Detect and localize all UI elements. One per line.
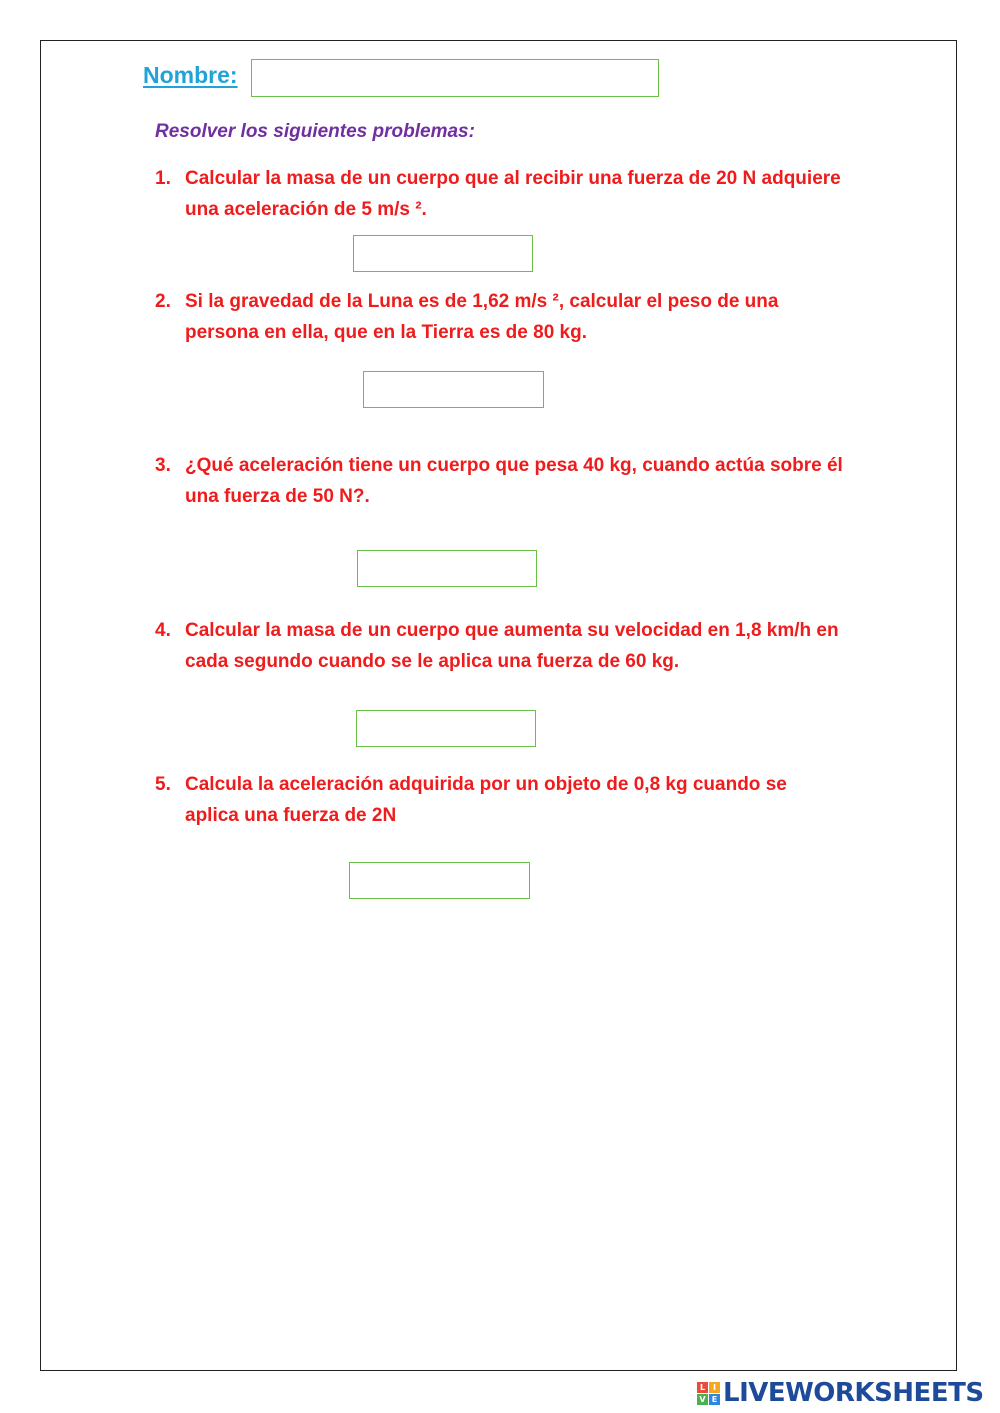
problem-number: 5.: [155, 774, 171, 795]
problem-3: [155, 450, 845, 512]
problem-number: 3.: [155, 455, 171, 476]
problem-text: Calcular la masa de un cuerpo que aumenta su velocidad en 1,8 km/h en cada segundo cuando se le aplica una fuerza de 60 kg.: [185, 620, 839, 672]
answer-input-2[interactable]: [363, 371, 544, 408]
answer-input-4[interactable]: [356, 710, 536, 747]
answer-input-1[interactable]: [353, 235, 533, 272]
problem-5: [155, 769, 845, 831]
problem-text: Calcula la aceleración adquirida por un objeto de 0,8 kg cuando se aplica una fuerza de 2N: [185, 774, 787, 826]
problem-number: 1.: [155, 168, 171, 189]
logo-letter: V: [697, 1394, 708, 1405]
logo-letter: L: [697, 1382, 708, 1393]
problem-text: ¿Qué aceleración tiene un cuerpo que pesa 40 kg, cuando actúa sobre él una fuerza de 50 N?.: [185, 455, 843, 507]
problem-text: Calcular la masa de un cuerpo que al recibir una fuerza de 20 N adquiere una aceleración de 5 m/s ².: [185, 168, 841, 220]
problem-number: 4.: [155, 620, 171, 641]
name-input[interactable]: [251, 59, 659, 97]
liveworksheets-logo: [697, 1377, 984, 1409]
logo-letter: E: [709, 1394, 720, 1405]
answer-input-3[interactable]: [357, 550, 537, 587]
problem-text: Si la gravedad de la Luna es de 1,62 m/s ², calcular el peso de una persona en ella, que en la Tierra es de 80 kg.: [185, 291, 779, 343]
answer-input-5[interactable]: [349, 862, 530, 899]
instructions: Resolver los siguientes problemas:: [155, 121, 475, 142]
logo-letter: I: [709, 1382, 720, 1393]
problem-1: [155, 163, 845, 225]
brand-name: LIVEWORKSHEETS: [723, 1378, 984, 1408]
problem-4: [155, 615, 845, 677]
name-label: Nombre:: [143, 62, 238, 88]
logo-icon: [697, 1382, 720, 1405]
problem-2: [155, 286, 845, 348]
problem-number: 2.: [155, 291, 171, 312]
